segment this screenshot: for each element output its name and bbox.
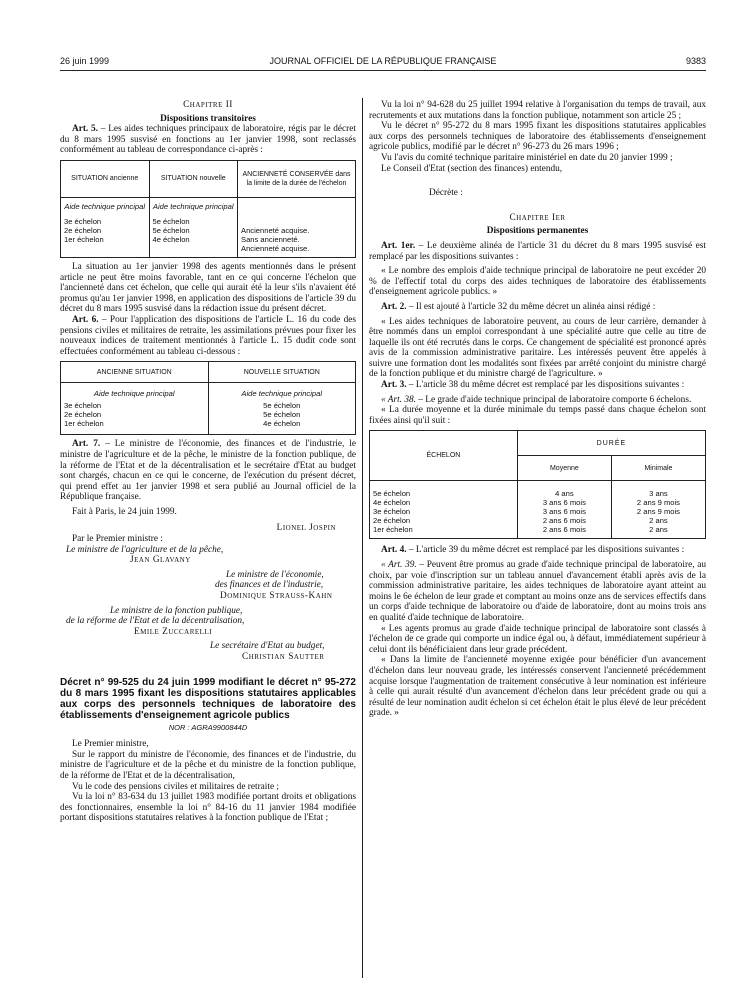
table1-col-new	[149, 197, 238, 257]
table-row: 5e échelon	[263, 410, 301, 420]
table-row: Sans ancienneté.	[241, 234, 300, 244]
table-row: 2 ans 9 mois	[636, 507, 680, 517]
visa-committee-opinion: Vu l'avis du comité technique paritaire ministériel en date du 20 janvier 1999 ;	[381, 152, 673, 163]
table-row: 2 ans	[649, 516, 668, 526]
article-38-duration-intro: « La durée moyenne et la durée minimale du temps passé dans chaque échelon sont fixées ainsi qu'il suit :	[369, 405, 706, 426]
visa-law-83-634: Vu la loi n° 83-634 du 13 juillet 1983 modifiée portant droits et obligations des fonctionnaires, ensemble la loi n° 84-16 du 11 janvier 1984 modifiée portant dispositions statutaires relatives à la fonction publique de l'Etat ;	[60, 792, 356, 824]
article-39-paragraph-3: « Dans la limite de l'ancienneté moyenne exigée pour bénéficier d'un avancement d'échelon dans leur nouveau grade, les intéressés conservent l'ancienneté précédemment acquise lorsque l'augmentation de traitement consécutive à leur nomination est inférieure à celle qui aurait résulté d'un avancement d'échelon dans leur précédent grade ou qui a résulté de leur nomination audit échelon si cet échelon était le plus élevé de leur précédent grade. »	[369, 655, 706, 719]
article-6-label: Art. 6.	[72, 314, 99, 325]
table-row: 3e échelon	[64, 401, 102, 411]
minister-agriculture-title: Le ministre de l'agriculture et de la pêche,	[66, 544, 224, 555]
table-row: 2 ans	[649, 525, 668, 535]
visa-council-of-state: Le Conseil d'Etat (section des finances) entendu,	[381, 163, 563, 174]
table-row: 5e échelon	[152, 225, 190, 235]
article-1-quote: « Le nombre des emplois d'aide technique principal de laboratoire ne peut excéder 20 % de l'effectif total du corps des aides techniques de laboratoire des établissements d'enseignement agricole publics. »	[369, 266, 706, 298]
right-column	[369, 100, 706, 719]
article-6	[60, 315, 356, 357]
table3-header-average: Moyenne	[517, 456, 611, 481]
pension-assimilation-table	[60, 361, 356, 435]
table-row: 4e échelon	[152, 234, 190, 244]
article-3	[369, 380, 706, 391]
table-row: Ancienneté acquise.	[241, 243, 310, 253]
table-row: Ancienneté acquise.	[241, 225, 310, 235]
table-row: 2 ans 9 mois	[636, 498, 680, 508]
by-prime-minister: Par le Premier ministre :	[72, 534, 163, 545]
article-38-label: « Art. 38.	[381, 394, 416, 405]
table1-header-seniority: ANCIENNETÉ CONSERVÉE dans la limite de la durée de l'échelon	[238, 160, 356, 197]
minister-economy-title-1: Le ministre de l'économie,	[226, 569, 324, 580]
table3-col-average	[517, 481, 611, 539]
column-divider	[362, 98, 363, 978]
article-5-text: – Les aides techniques principaux de laboratoire, régis par le décret du 8 mars 1995 susvisé en fonctions au 1er janvier 1998, sont reclassés conformément au tableau de correspondance ci-après :	[60, 124, 356, 156]
chapter-title-right: Dispositions permanentes	[486, 226, 589, 237]
table2-grade-new: Aide technique principal	[241, 389, 323, 399]
reclassification-table	[60, 160, 356, 258]
article-2-text: – Il est ajouté à l'article 32 du même décret un alinéa ainsi rédigé :	[406, 301, 656, 312]
header-journal: JOURNAL OFFICIEL DE LA RÉPUBLIQUE FRANÇAISE	[269, 56, 497, 66]
table-row: 3 ans	[649, 489, 668, 499]
table-row: 5e échelon	[373, 489, 411, 499]
article-4-label: Art. 4.	[381, 545, 407, 556]
article-39-paragraph-2: « Les agents promus au grade d'aide technique principal de laboratoire sont classés à l'échelon de ce grade qui comporte un indice égal ou, à défaut, immédiatement supérieur à celui dont ils bénéficiaient dans leur grade précédent.	[369, 623, 706, 655]
signer-agriculture: Jean Glavany	[130, 555, 191, 566]
article-2-label: Art. 2.	[381, 301, 407, 312]
table-row: 3e échelon	[373, 507, 411, 517]
table1-header-old: SITUATION ancienne	[61, 160, 150, 197]
signer-prime-minister: Lionel Jospin	[276, 523, 336, 534]
signer-civil-service: Emile Zuccarelli	[134, 626, 213, 637]
visa-pension-code: Vu le code des pensions civiles et militaires de retraite ;	[72, 781, 280, 792]
table2-col-old	[61, 383, 209, 435]
table-row: 2e échelon	[373, 516, 411, 526]
table-row: 4e échelon	[373, 498, 411, 508]
secretary-budget-title: Le secrétaire d'Etat au budget,	[210, 641, 325, 652]
article-7-text: – Le ministre de l'économie, des finances et de l'industrie, le ministre de l'agriculture et de la pêche, le ministre de la fonction publique, de la réforme de l'Etat et de la décentralisation et le secrétaire d'Etat au budget sont chargés, chacun en ce qui le concerne, de l'exécution du présent décret, qui prend effet au 1er janvier 1998 et sera publié au Journal officiel de la République française.	[60, 439, 356, 503]
article-39-text: – Peuvent être promus au grade d'aide technique principal de laboratoire, au choix, par voie d'inscription sur un tableau annuel d'avancement établi après avis de la commission administrative paritaire, les aides techniques de laboratoire ayant atteint au moins le 6e échelon de leur grade et comptant au moins onze ans de services effectifs dans un corps d'aide technique de laboratoire ou d'aide de laboratoire, dont au moins trois ans en qualité d'aide technique de laboratoire.	[369, 560, 706, 623]
table1-header-new: SITUATION nouvelle	[149, 160, 238, 197]
header-page-number: 9383	[685, 56, 706, 66]
article-5	[60, 124, 356, 156]
article-3-text: – L'article 38 du même décret est remplacé par les dispositions suivantes :	[406, 380, 685, 391]
table2-grade-old: Aide technique principal	[93, 389, 175, 399]
chapter-title: Dispositions transitoires	[160, 113, 256, 124]
article-4-text: – L'article 39 du même décret est remplacé par les dispositions suivantes :	[406, 545, 685, 556]
article-39	[369, 560, 706, 624]
table1-col-old	[61, 197, 150, 257]
article-7-label: Art. 7.	[72, 439, 101, 450]
prime-minister: Le Premier ministre,	[72, 739, 149, 750]
table1-grade-old: Aide technique principal	[64, 201, 146, 211]
table1-grade-new: Aide technique principal	[152, 201, 234, 211]
visa-law-94-628: Vu la loi n° 94-628 du 25 juillet 1994 relative à l'organisation du temps de travail, aux recrutements et aux mutations dans la fonction publique, notamment son article 25 ;	[369, 100, 706, 121]
minister-civil-service-title-1: Le ministre de la fonction publique,	[110, 605, 243, 616]
table3-header-duration: DURÉE	[517, 431, 705, 456]
table3-header-echelon: ÉCHELON	[370, 431, 518, 481]
article-4	[369, 545, 706, 556]
signature-place-date: Fait à Paris, le 24 juin 1999.	[72, 506, 177, 517]
table-row: 3 ans 6 mois	[542, 498, 586, 508]
table-row: 1er échelon	[373, 525, 413, 535]
table-row: 2e échelon	[64, 225, 102, 235]
table2-col-new	[208, 383, 356, 435]
article-5-label: Art. 5.	[72, 124, 99, 135]
decrees: Décrète :	[429, 188, 463, 199]
table-row: 1er échelon	[64, 234, 104, 244]
article-3-label: Art. 3.	[381, 380, 407, 391]
article-7	[60, 439, 356, 503]
situation-paragraph: La situation au 1er janvier 1998 des agents mentionnés dans le présent article ne peut être moins favorable, tant en ce qui concerne l'échelon que l'ancienneté dans cet échelon, que celle qui aurait été la leur s'ils n'avaient été promus qu'au 1er janvier 1998, en application des dispositions de l'article 39 du décret du 8 mars 1995 susvisé dans la rédaction issue du présent décret.	[60, 261, 356, 315]
nor-reference: NOR : AGRA9900844D	[168, 722, 248, 732]
table1-col-seniority	[238, 197, 356, 257]
chapter-heading-right: Chapitre Ier	[509, 212, 566, 223]
table-row: 1er échelon	[64, 419, 104, 429]
article-1	[369, 241, 706, 262]
header-rule	[60, 70, 706, 71]
table2-header-new: NOUVELLE SITUATION	[208, 362, 356, 383]
minister-economy-title-2: des finances et de l'industrie,	[215, 580, 324, 591]
article-38	[369, 395, 706, 406]
table-row: 2e échelon	[64, 410, 102, 420]
table3-header-minimum: Minimale	[611, 456, 705, 481]
signer-budget: Christian Sautter	[242, 652, 325, 662]
header-date: 26 juin 1999	[60, 56, 110, 66]
minister-civil-service-title-2: de la réforme de l'Etat et de la décentralisation,	[66, 616, 245, 627]
article-1-label: Art. 1er.	[381, 240, 416, 251]
article-39-label: « Art. 39.	[381, 560, 417, 571]
article-6-text: – Pour l'application des dispositions de l'article L. 16 du code des pensions civiles et militaires de retraite, les assimilations prévues pour fixer les nouveaux indices de traitement mentionnés à l'article L. 15 dudit code sont effectuées conformément au tableau ci-dessous :	[60, 314, 356, 357]
decree-title: Décret n° 99-525 du 24 juin 1999 modifiant le décret n° 95-272 du 8 mars 1995 fixant les dispositions statutaires applicables aux corps des personnels techniques de laboratoire des établissements d'enseignement agricole publics	[60, 676, 356, 721]
page-header	[60, 56, 706, 70]
left-column	[60, 100, 356, 824]
article-2-quote: « Les aides techniques de laboratoire peuvent, au cours de leur carrière, demander à être nommés dans un emploi correspondant à une spécialité autre que celle au titre de laquelle ils ont été recrutés dans le corps. Ce changement de spécialité est prononcé après avis de la commission administrative paritaire. Les intéressés peuvent être appelés à suivre une formation dont les modalités sont fixées par arrêté conjoint du ministre chargé de la fonction publique et du ministre chargé de l'agriculture. »	[369, 316, 706, 380]
table-row: 2 ans 6 mois	[542, 525, 586, 535]
table-row: 4 ans	[555, 489, 574, 499]
visa-decree-95-272: Vu le décret n° 95-272 du 8 mars 1995 fixant les dispositions statutaires applicables aux corps des personnels techniques de laboratoire des établissements d'enseignement agricole publics, modifié par le décret n° 96-273 du 26 mars 1996 ;	[369, 121, 706, 153]
article-2	[369, 302, 706, 313]
visa-report: Sur le rapport du ministre de l'économie, des finances et de l'industrie, du ministre de l'agriculture et de la pêche et du ministre de la fonction publique, de la réforme de l'Etat et de la décentralisation,	[60, 749, 356, 781]
table-row: 3e échelon	[64, 216, 102, 226]
table-row: 5e échelon	[263, 401, 301, 411]
echelon-duration-table	[369, 430, 706, 539]
table-row: 2 ans 6 mois	[542, 516, 586, 526]
signer-economy: Dominique Strauss-Kahn	[220, 591, 333, 602]
table3-col-echelon	[370, 481, 518, 539]
article-38-text: – Le grade d'aide technique principal de laboratoire comporte 6 échelons.	[415, 394, 692, 405]
table-row: 3 ans 6 mois	[542, 507, 586, 517]
table2-header-old: ANCIENNE SITUATION	[61, 362, 209, 383]
table-row: 4e échelon	[263, 419, 301, 429]
article-1-text: – Le deuxième alinéa de l'article 31 du décret du 8 mars 1995 susvisé est remplacé par les dispositions suivantes :	[369, 240, 706, 262]
table3-col-minimum	[611, 481, 705, 539]
table-row: 5e échelon	[152, 216, 190, 226]
chapter-heading: Chapitre II	[183, 100, 233, 110]
